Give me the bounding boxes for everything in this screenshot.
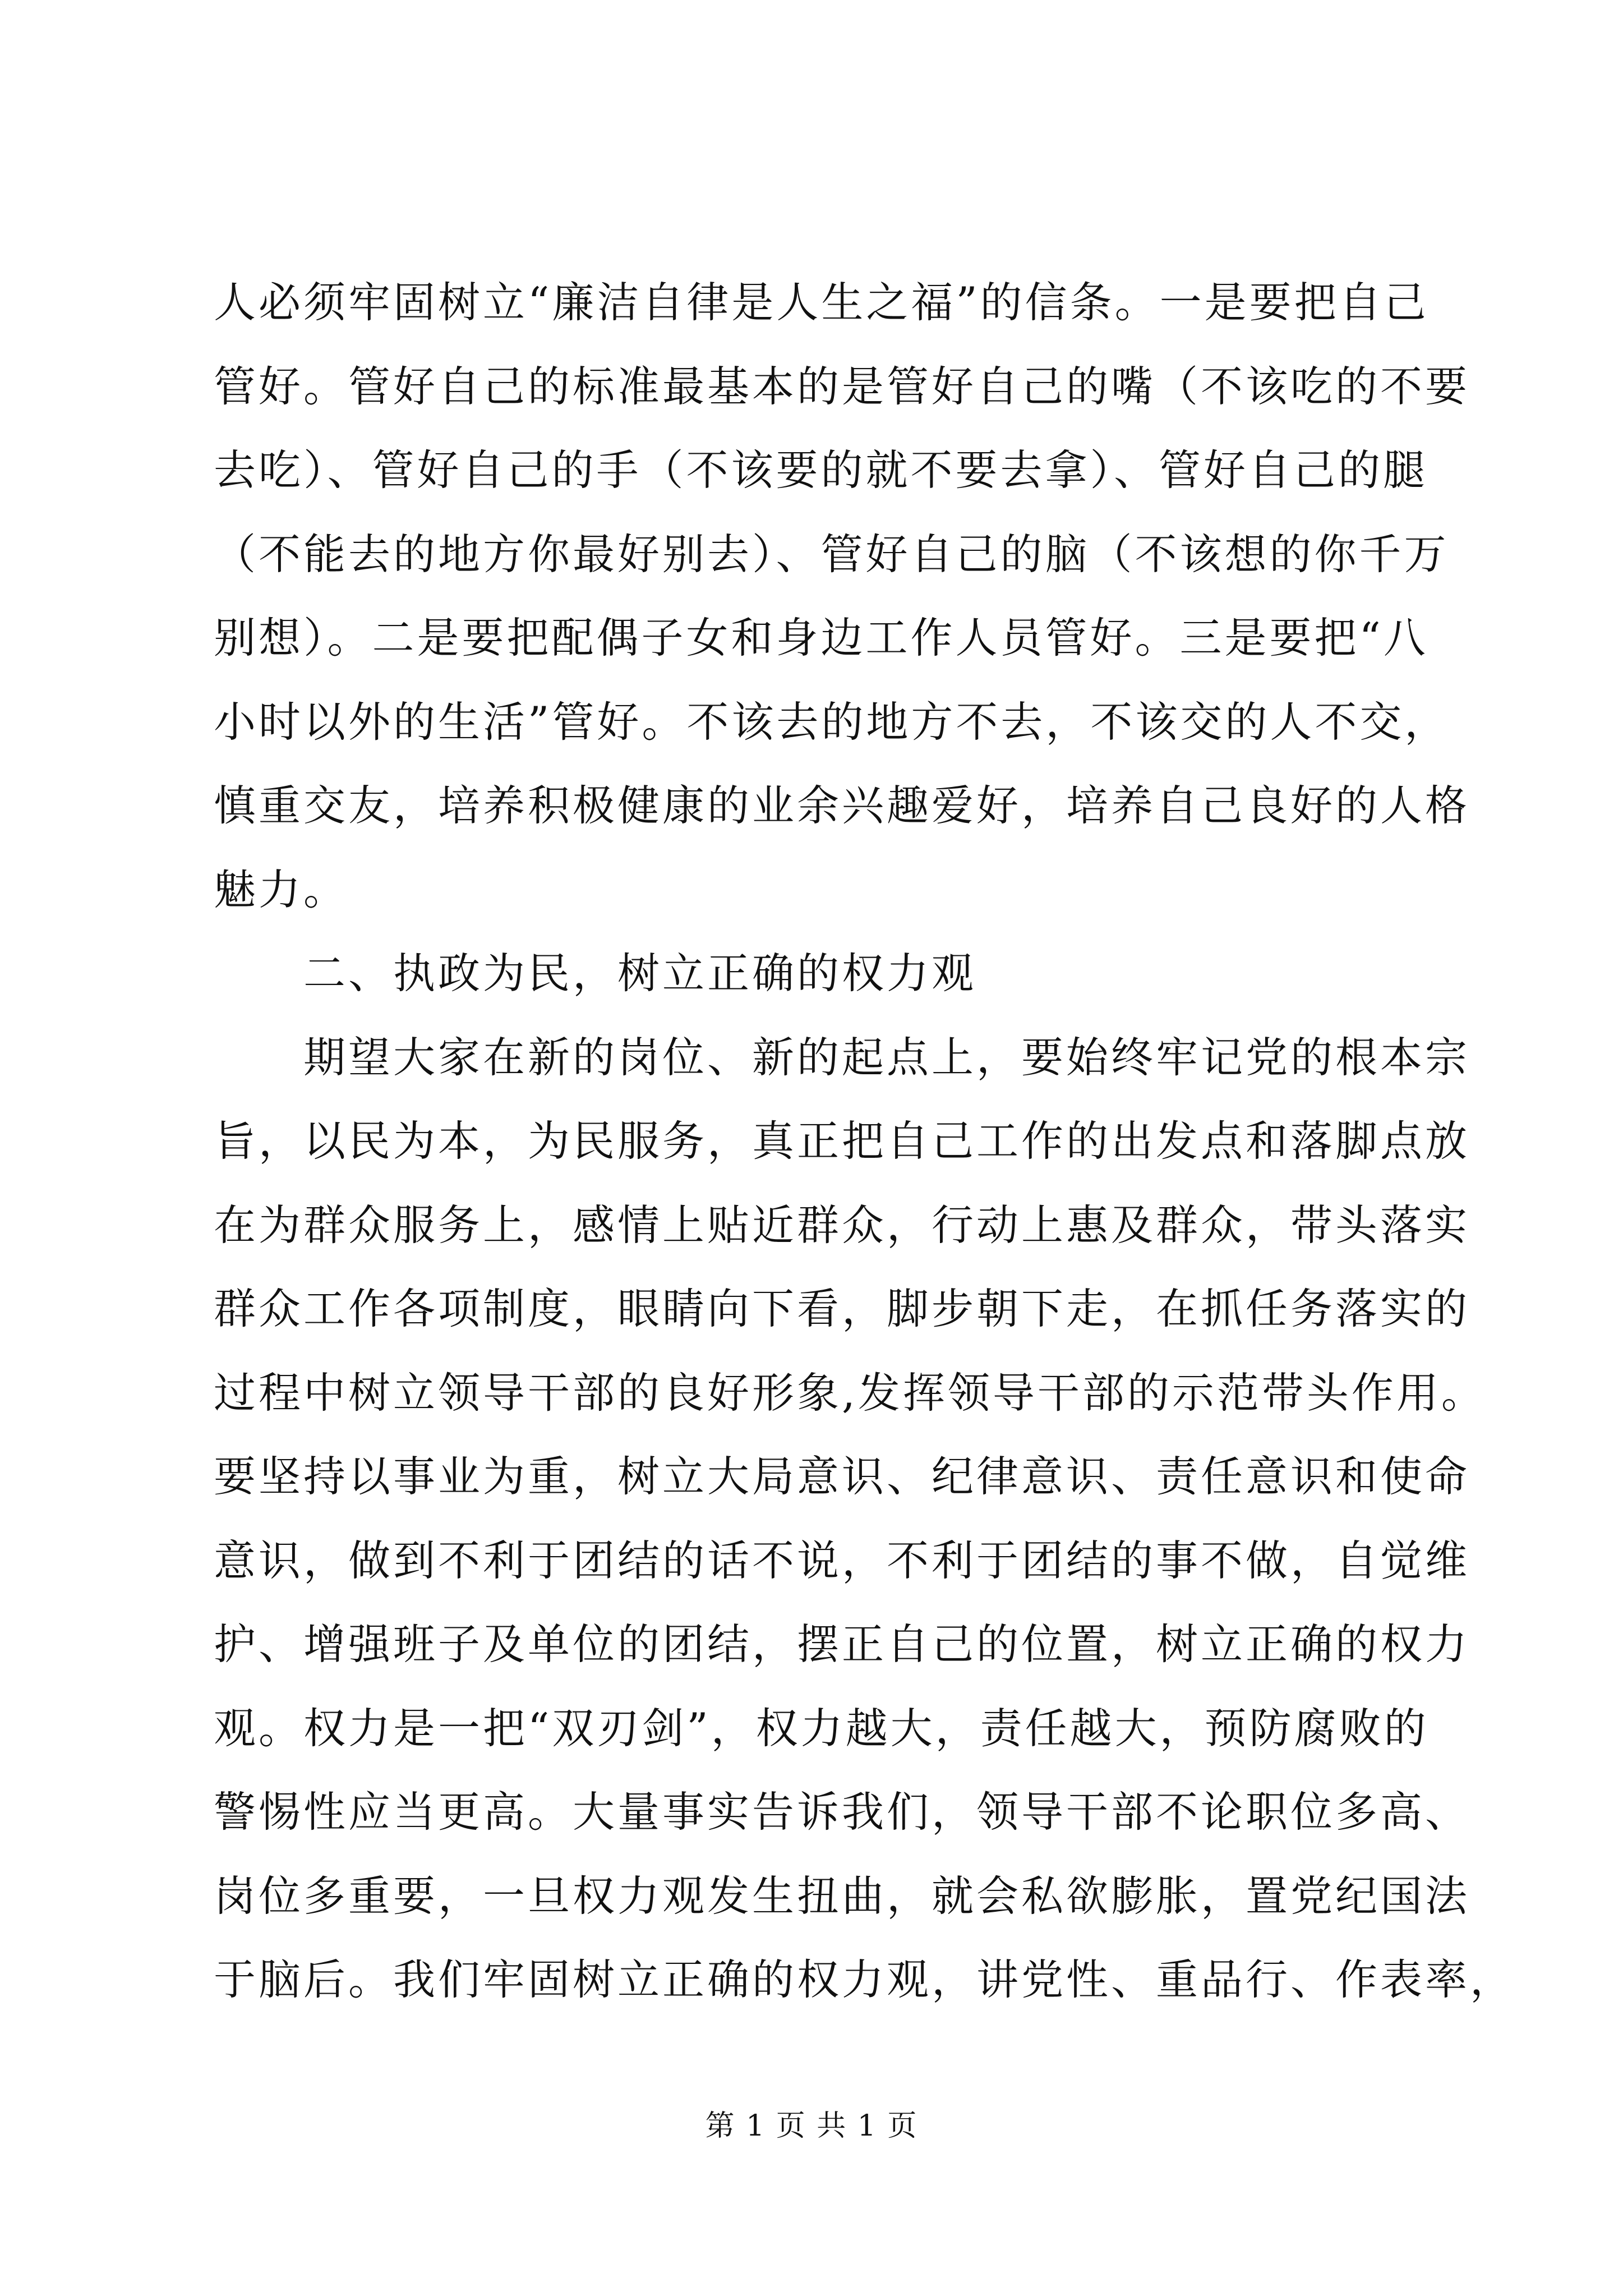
body-line-20: 岗位多重要，一旦权力观发生扭曲，就会私欲膨胀，置党纪国法 — [214, 1871, 1470, 1921]
body-line-7: 慎重交友，培养积极健康的业余兴趣爱好，培养自己良好的人格 — [214, 781, 1470, 830]
page-footer: 第 1 页 共 1 页 — [705, 2109, 918, 2143]
body-line-1: 人必须牢固树立“廉洁自律是人生之福”的信条。一是要把自己 — [214, 278, 1429, 327]
body-line-19: 警惕性应当更高。大量事实告诉我们，领导干部不论职位多高、 — [214, 1787, 1470, 1837]
body-line-11: 旨，以民为本，为民服务，真正把自己工作的出发点和落脚点放 — [214, 1116, 1470, 1166]
body-line-5: 别想）。二是要把配偶子女和身边工作人员管好。三是要把“八 — [214, 613, 1428, 662]
section-heading: 二、执政为民，树立正确的权力观 — [303, 949, 977, 998]
body-line-2: 管好。管好自己的标准最基本的是管好自己的嘴（不该吃的不要 — [214, 361, 1470, 411]
body-line-14: 过程中树立领导干部的良好形象,发挥领导干部的示范带头作用。 — [214, 1368, 1486, 1418]
body-line-16: 意识，做到不利于团结的话不说，不利于团结的事不做，自觉维 — [214, 1535, 1470, 1585]
body-line-12: 在为群众服务上，感情上贴近群众，行动上惠及群众，带头落实 — [214, 1200, 1470, 1250]
body-line-13: 群众工作各项制度，眼睛向下看，脚步朝下走，在抓任务落实的 — [214, 1284, 1470, 1333]
body-line-4: （不能去的地方你最好别去）、管好自己的脑（不该想的你千万 — [214, 529, 1449, 579]
body-line-10: 期望大家在新的岗位、新的起点上，要始终牢记党的根本宗 — [303, 1032, 1470, 1082]
body-line-8: 魅力。 — [214, 864, 349, 914]
body-line-18: 观。权力是一把“双刃剑”，权力越大，责任越大，预防腐败的 — [214, 1703, 1429, 1753]
body-line-15: 要坚持以事业为重，树立大局意识、纪律意识、责任意识和使命 — [214, 1452, 1470, 1501]
document-body — [214, 261, 1515, 2022]
body-line-6: 小时以外的生活”管好。不该去的地方不去，不该交的人不交， — [214, 697, 1450, 747]
body-line-3: 去吃）、管好自己的手（不该要的就不要去拿）、管好自己的腿 — [214, 445, 1428, 495]
body-line-17: 护、增强班子及单位的团结，摆正自己的位置，树立正确的权力 — [214, 1619, 1470, 1669]
body-line-21: 于脑后。我们牢固树立正确的权力观，讲党性、重品行、作表率， — [214, 1955, 1515, 2004]
